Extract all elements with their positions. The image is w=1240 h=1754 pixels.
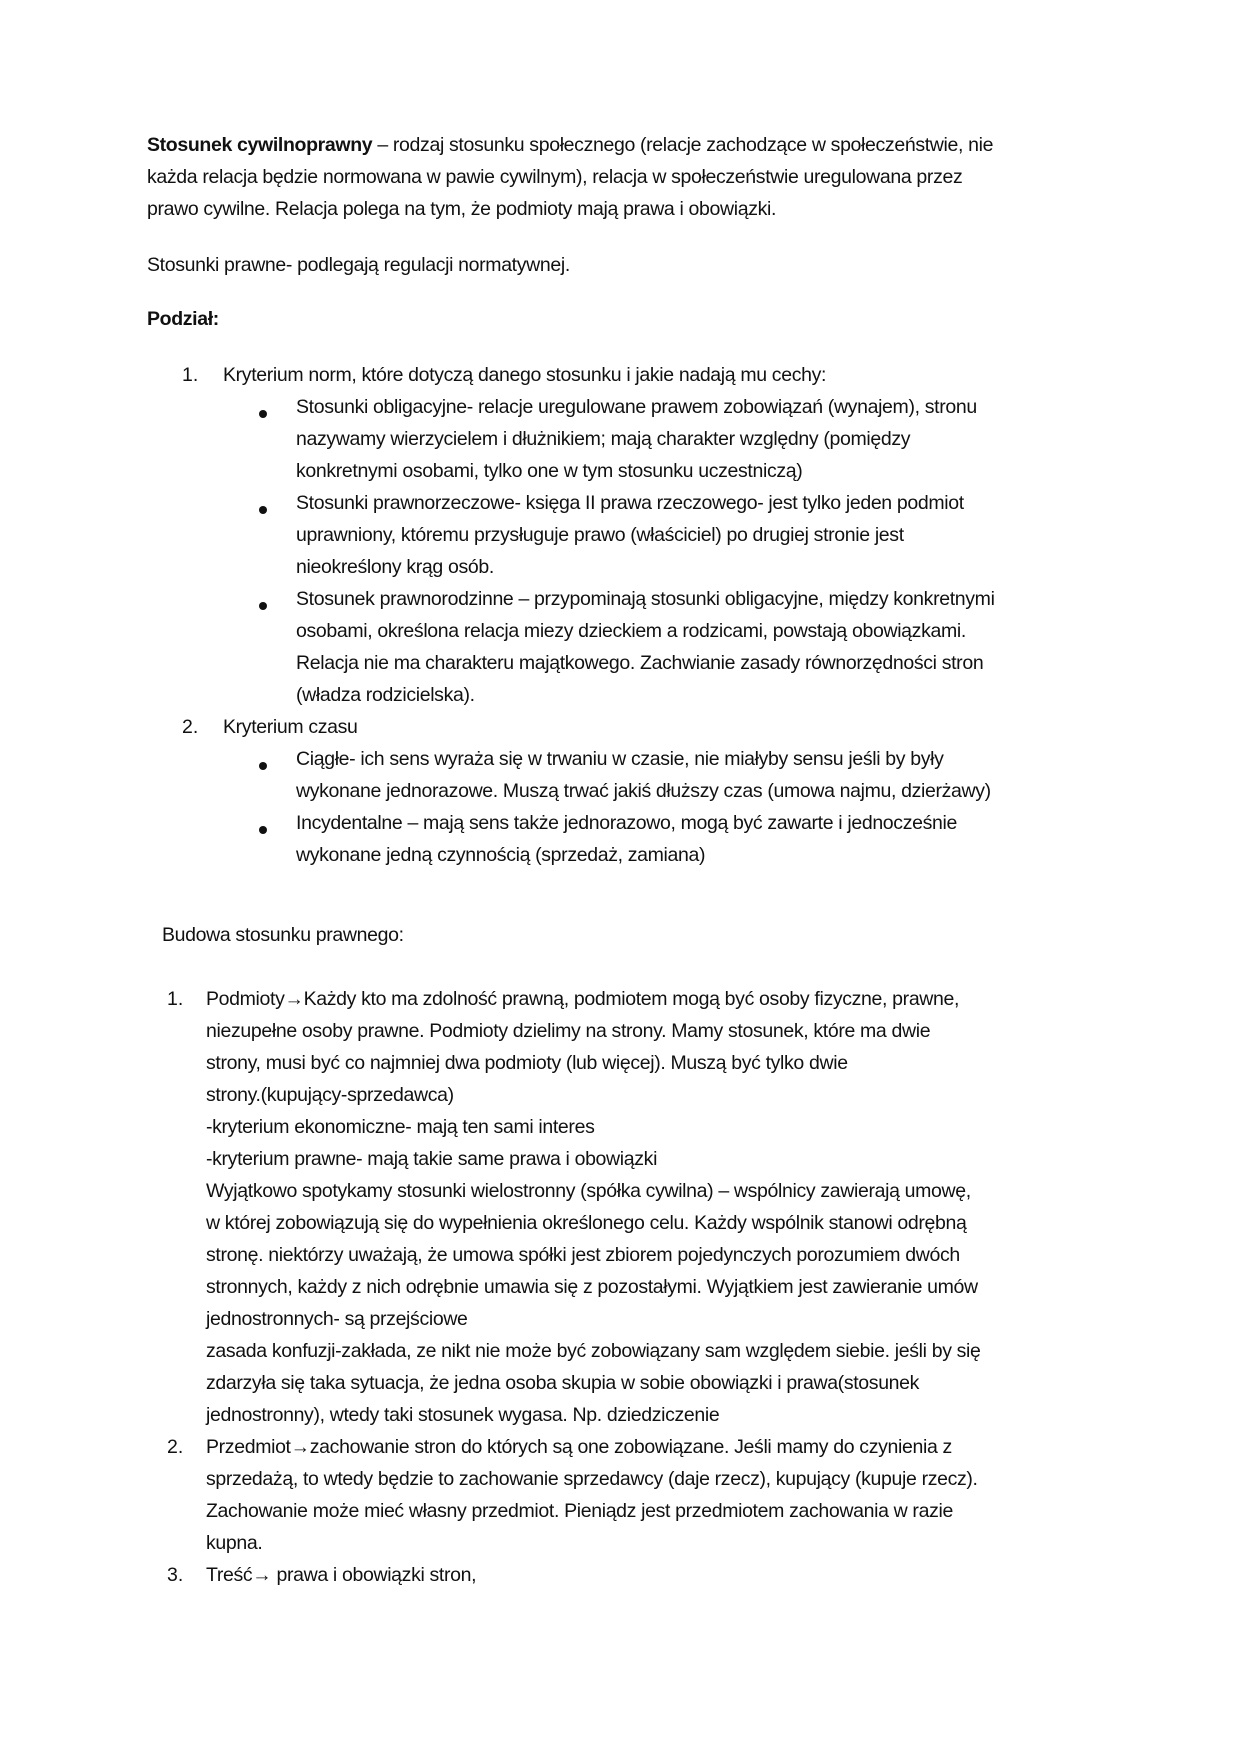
division-item-number: 1.: [182, 364, 199, 386]
intro-line-3: prawo cywilne. Relacja polega na tym, że podmioty mają prawa i obowiązki.: [147, 198, 777, 220]
structure-heading: Budowa stosunku prawnego:: [162, 924, 404, 946]
division-item-title: Kryterium norm, które dotyczą danego stosunku i jakie nadają mu cechy:: [223, 364, 827, 386]
division-heading: Podział:: [147, 308, 219, 330]
intro-line-2: każda relacja będzie normowana w pawie cywilnym), relacja w społeczeństwie uregulowana przez: [147, 166, 963, 188]
intro-term: Stosunek cywilnoprawny: [147, 134, 373, 156]
bullet-icon: [259, 506, 267, 514]
structure-item-number: 2.: [167, 1436, 184, 1458]
bullet-icon: [259, 602, 267, 610]
legal-relations-line: Stosunki prawne- podlegają regulacji normatywnej.: [147, 254, 570, 276]
bullet-icon: [259, 410, 267, 418]
division-item-title: Kryterium czasu: [223, 716, 358, 738]
intro-line-1: Stosunek cywilnoprawny – rodzaj stosunku społecznego (relacje zachodzące w społeczeństwie, nie: [147, 134, 994, 156]
structure-item-number: 1.: [167, 988, 184, 1010]
bullet-icon: [259, 826, 267, 834]
bullet-icon: [259, 762, 267, 770]
division-item-number: 2.: [182, 716, 199, 738]
structure-item-number: 3.: [167, 1564, 184, 1586]
document-page: Stosunek cywilnoprawny – rodzaj stosunku społecznego (relacje zachodzące w społeczeństwie, nie każda relacja będzie normowana w pawie cywilnym), relacja w społeczeństwie uregulowana przez prawo cywilne. Relacja polega na tym, że podmioty mają prawa i obowiązki. Stosunki prawne- podlegają regulacji normatywnej. Podział: 1. Kryterium norm, które dotyczą danego stosunku i jakie nadają mu cechy: Stosunki obligacyjne- relacje uregulowane prawem zobowiązań (wynajem), stronu nazywamy wierzycielem i dłużnikiem; mają charakter względny (pomiędzy konkretnymi osobami, tylko one w tym stosunku uczestniczą) Stosunki prawnorzeczowe- księga II prawa rzeczowego- jest tylko jeden podmiot uprawniony, któremu przysługuje prawo (właściciel) po drugiej stronie jest nieokreślony krąg osób. Stosunek prawnorodzinne – przypominają stosunki obligacyjne, między konkretnymi osobami, określona relacja miezy dzieckiem a rodzicami, powstają obowiązkami. Relacja nie ma charakteru majątkowego. Zachwianie zasady równorzędności stron (władza rodzicielska). 2. Kryterium czasu Ciągłe- ich sens wyraża się w trwaniu w czasie, nie miałyby sensu jeśli by były wykonane jednorazowe. Muszą trwać jakiś dłuższy czas (umowa najmu, dzierżawy) Incydentalne – mają sens także jednorazowo, mogą być zawarte i jednocześnie wykonane jedną czynnością (sprzedaż, zamiana) Budowa stosunku prawnego: 1. Podmioty→Każdy kto ma zdolność prawną, podmiotem mogą być osoby fizyczne, prawne, niezupełne osoby prawne. Podmioty dzielimy na strony. Mamy stosunek, które ma dwie strony, musi być co najmniej dwa podmioty (lub więcej). Muszą być tylko dwie strony.(kupujący-sprzedawca) -kryterium ekonomiczne- mają ten sami interes -kryterium prawne- mają takie same prawa i obowiązki Wyjątkowo spotykamy stosunki wielostronny (spółka cywilna) – wspólnicy zawierają umowę, w której zobowiązują się do wypełnienia określonego celu. Każdy wspólnik stanowi odrębną stronę. niektórzy uważają, że umowa spółki jest zbiorem pojedynczych porozumiem dwóch stronnych, każdy z nich odrębnie umawia się z pozostałymi. Wyjątkiem jest zawieranie umów jednostronnych- są przejściowe zasada konfuzji-zakłada, ze nikt nie może być zobowiązany sam względem siebie. jeśli by się zdarzyła się taka sytuacja, że jedna osoba skupia w sobie obowiązki i prawa(stosunek jednostronny), wtedy taki stosunek wygasa. Np. dziedziczenie 2. Przedmiot→zachowanie stron do których są one zobowiązane. Jeśli mamy do czynienia z sprzedażą, to wtedy będzie to zachowanie sprzedawcy (daje rzecz), kupujący (kupuje rzecz). Zachowanie może mieć własny przedmiot. Pieniądz jest przedmiotem zachowania w razie kupna. 3. Treść→ prawa i obowiązki stron,: [0, 0, 1240, 1754]
